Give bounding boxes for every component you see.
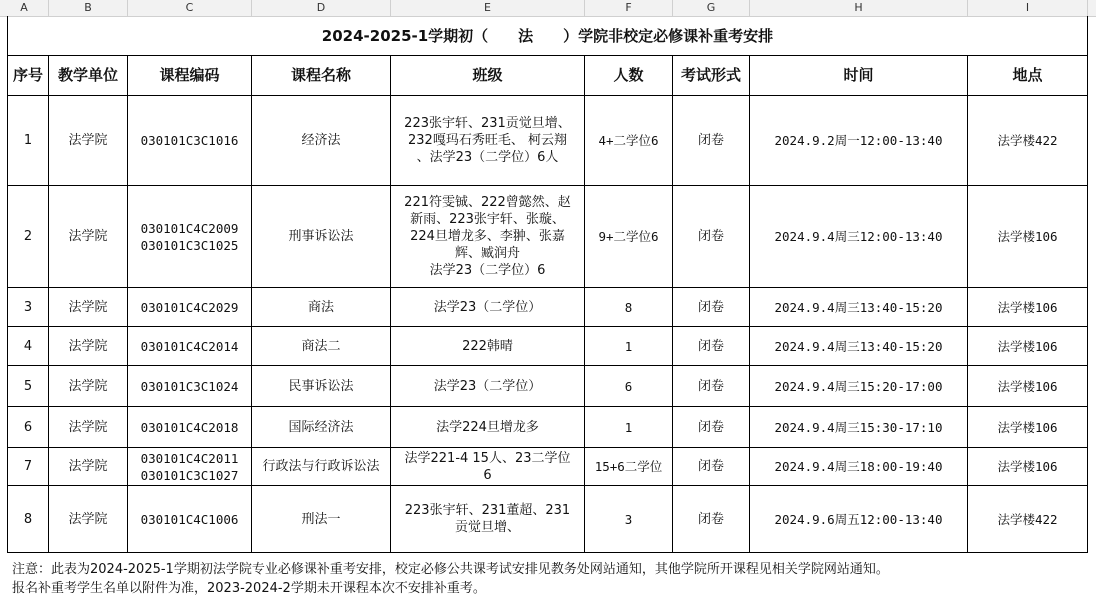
cell-line: 232嘎玛石秀旺毛、 柯云翔 <box>408 133 567 148</box>
cell-course[interactable]: 行政法与行政诉讼法 <box>252 448 391 486</box>
cell-line: 030101C4C2011 <box>140 450 239 466</box>
column-letter-f[interactable]: F <box>585 0 673 16</box>
cell-line: 法学23（二学位）6 <box>429 263 546 278</box>
cell-unit[interactable]: 法学院 <box>49 186 128 288</box>
header-cell[interactable]: 地点 <box>968 56 1088 96</box>
cell-class[interactable] <box>391 96 585 186</box>
cell-line: 法学23（二学位） <box>433 378 542 394</box>
sheet-title[interactable]: 2024-2025-1学期初（ 法 ）学院非校定必修课补重考安排 <box>8 16 1088 56</box>
cell-line: 030101C3C1024 <box>140 378 239 394</box>
cell-line: 030101C3C1027 <box>140 467 239 483</box>
cell-class[interactable] <box>391 186 585 288</box>
cell-code[interactable] <box>128 407 252 448</box>
cell-place[interactable]: 法学楼422 <box>968 486 1088 553</box>
header-cell[interactable]: 班级 <box>391 56 585 96</box>
cell-line: 法学221-4 15人、23二学位 <box>404 450 571 466</box>
cell-unit[interactable]: 法学院 <box>49 486 128 553</box>
cell-course[interactable]: 国际经济法 <box>252 407 391 448</box>
cell-unit[interactable]: 法学院 <box>49 288 128 327</box>
cell-count[interactable]: 3 <box>585 486 673 553</box>
cell-count[interactable]: 1 <box>585 327 673 366</box>
cell-time[interactable]: 2024.9.4周三13:40-15:20 <box>750 327 968 366</box>
cell-line: 221符雯铖、222曾懿然、赵 <box>404 195 571 210</box>
column-letter-e[interactable]: E <box>391 0 585 16</box>
cell-count[interactable]: 6 <box>585 366 673 407</box>
header-cell[interactable]: 教学单位 <box>49 56 128 96</box>
cell-class[interactable] <box>391 366 585 407</box>
cell-time[interactable]: 2024.9.4周三12:00-13:40 <box>750 186 968 288</box>
cell-line: 、法学23（二学位）6人 <box>416 150 559 165</box>
cell-line: 法学224旦增龙多 <box>436 419 539 435</box>
cell-unit[interactable]: 法学院 <box>49 407 128 448</box>
cell-line: 030101C3C1016 <box>140 133 239 148</box>
cell-line: 222韩晴 <box>462 338 513 354</box>
cell-line: 030101C4C1006 <box>140 511 239 527</box>
cell-no[interactable]: 7 <box>8 448 49 486</box>
cell-class[interactable] <box>391 288 585 327</box>
cell-no[interactable]: 4 <box>8 327 49 366</box>
cell-class[interactable] <box>391 486 585 553</box>
cell-form[interactable]: 闭卷 <box>673 327 750 366</box>
cell-count[interactable]: 15+6二学位 <box>585 448 673 486</box>
cell-no[interactable]: 8 <box>8 486 49 553</box>
header-cell[interactable]: 考试形式 <box>673 56 750 96</box>
cell-course[interactable]: 经济法 <box>252 96 391 186</box>
cell-unit[interactable]: 法学院 <box>49 327 128 366</box>
column-letter-h[interactable]: H <box>750 0 968 16</box>
cell-code[interactable] <box>128 327 252 366</box>
cell-place[interactable]: 法学楼106 <box>968 288 1088 327</box>
cell-code[interactable] <box>128 448 252 486</box>
cell-form[interactable]: 闭卷 <box>673 486 750 553</box>
cell-no[interactable]: 6 <box>8 407 49 448</box>
cell-code[interactable] <box>128 486 252 553</box>
cell-code[interactable] <box>128 96 252 186</box>
column-letter-c[interactable]: C <box>128 0 252 16</box>
cell-course[interactable]: 刑法一 <box>252 486 391 553</box>
cell-line: 法学23（二学位） <box>433 299 542 315</box>
cell-unit[interactable]: 法学院 <box>49 448 128 486</box>
cell-form[interactable]: 闭卷 <box>673 407 750 448</box>
cell-count[interactable]: 9+二学位6 <box>585 186 673 288</box>
cell-count[interactable]: 4+二学位6 <box>585 96 673 186</box>
column-letter-d[interactable]: D <box>252 0 391 16</box>
cell-place[interactable]: 法学楼106 <box>968 448 1088 486</box>
column-letter-g[interactable]: G <box>673 0 750 16</box>
cell-course[interactable]: 刑事诉讼法 <box>252 186 391 288</box>
cell-place[interactable]: 法学楼106 <box>968 327 1088 366</box>
cell-no[interactable]: 3 <box>8 288 49 327</box>
cell-time[interactable]: 2024.9.6周五12:00-13:40 <box>750 486 968 553</box>
cell-line: 贡觉旦增、 <box>454 520 520 535</box>
cell-count[interactable]: 8 <box>585 288 673 327</box>
cell-class[interactable] <box>391 327 585 366</box>
header-cell[interactable]: 课程名称 <box>252 56 391 96</box>
cell-unit[interactable]: 法学院 <box>49 96 128 186</box>
cell-class[interactable] <box>391 407 585 448</box>
cell-no[interactable]: 1 <box>8 96 49 186</box>
cell-time[interactable]: 2024.9.4周三15:20-17:00 <box>750 366 968 407</box>
cell-code[interactable] <box>128 288 252 327</box>
header-cell[interactable]: 课程编码 <box>128 56 252 96</box>
cell-form[interactable]: 闭卷 <box>673 186 750 288</box>
cell-code[interactable] <box>128 366 252 407</box>
cell-line: 223张宇轩、231贡觉旦增、 <box>404 116 571 131</box>
cell-line: 030101C4C2018 <box>140 419 239 435</box>
header-cell[interactable]: 序号 <box>8 56 49 96</box>
cell-course[interactable]: 商法 <box>252 288 391 327</box>
cell-line: 030101C3C1025 <box>140 237 239 253</box>
header-cell[interactable]: 时间 <box>750 56 968 96</box>
note-line: 注意：此表为2024-2025-1学期初法学院专业必修课补重考安排，校定必修公共课考试安排见教务处网站通知，其他学院所开课程见相关学院网站通知。 <box>12 562 889 577</box>
cell-form[interactable]: 闭卷 <box>673 366 750 407</box>
note-line: 报名补重考学生名单以附件为准，2023-2024-2学期未开课程本次不安排补重考。 <box>12 581 486 596</box>
cell-place[interactable]: 法学楼422 <box>968 96 1088 186</box>
cell-code[interactable] <box>128 186 252 288</box>
cell-form[interactable]: 闭卷 <box>673 448 750 486</box>
cell-no[interactable]: 2 <box>8 186 49 288</box>
cell-line: 6 <box>483 467 492 483</box>
cell-place[interactable]: 法学楼106 <box>968 407 1088 448</box>
cell-line: 辉、臧润舟 <box>454 246 520 261</box>
cell-place[interactable]: 法学楼106 <box>968 186 1088 288</box>
column-header-bar <box>0 0 1096 17</box>
cell-form[interactable]: 闭卷 <box>673 96 750 186</box>
cell-time[interactable]: 2024.9.4周三15:30-17:10 <box>750 407 968 448</box>
cell-line: 030101C4C2014 <box>140 338 239 354</box>
cell-line: 新雨、223张宇轩、张璇、 <box>410 212 565 227</box>
cell-course[interactable]: 民事诉讼法 <box>252 366 391 407</box>
column-letter-i[interactable]: I <box>968 0 1088 16</box>
cell-count[interactable]: 1 <box>585 407 673 448</box>
cell-course[interactable]: 商法二 <box>252 327 391 366</box>
cell-time[interactable]: 2024.9.2周一12:00-13:40 <box>750 96 968 186</box>
cell-place[interactable]: 法学楼106 <box>968 366 1088 407</box>
cell-line: 030101C4C2029 <box>140 299 239 315</box>
cell-no[interactable]: 5 <box>8 366 49 407</box>
cell-line: 223张宇轩、231董超、231 <box>404 503 571 518</box>
cell-line: 030101C4C2009 <box>140 220 239 236</box>
cell-form[interactable]: 闭卷 <box>673 288 750 327</box>
column-letter-a[interactable]: A <box>0 0 49 16</box>
notes <box>12 560 889 598</box>
header-cell[interactable]: 人数 <box>585 56 673 96</box>
cell-time[interactable]: 2024.9.4周三13:40-15:20 <box>750 288 968 327</box>
cell-line: 224旦增龙多、李翀、张嘉 <box>410 229 565 244</box>
cell-unit[interactable]: 法学院 <box>49 366 128 407</box>
cell-time[interactable]: 2024.9.4周三18:00-19:40 <box>750 448 968 486</box>
column-letter-b[interactable]: B <box>49 0 128 16</box>
cell-class[interactable] <box>391 448 585 486</box>
